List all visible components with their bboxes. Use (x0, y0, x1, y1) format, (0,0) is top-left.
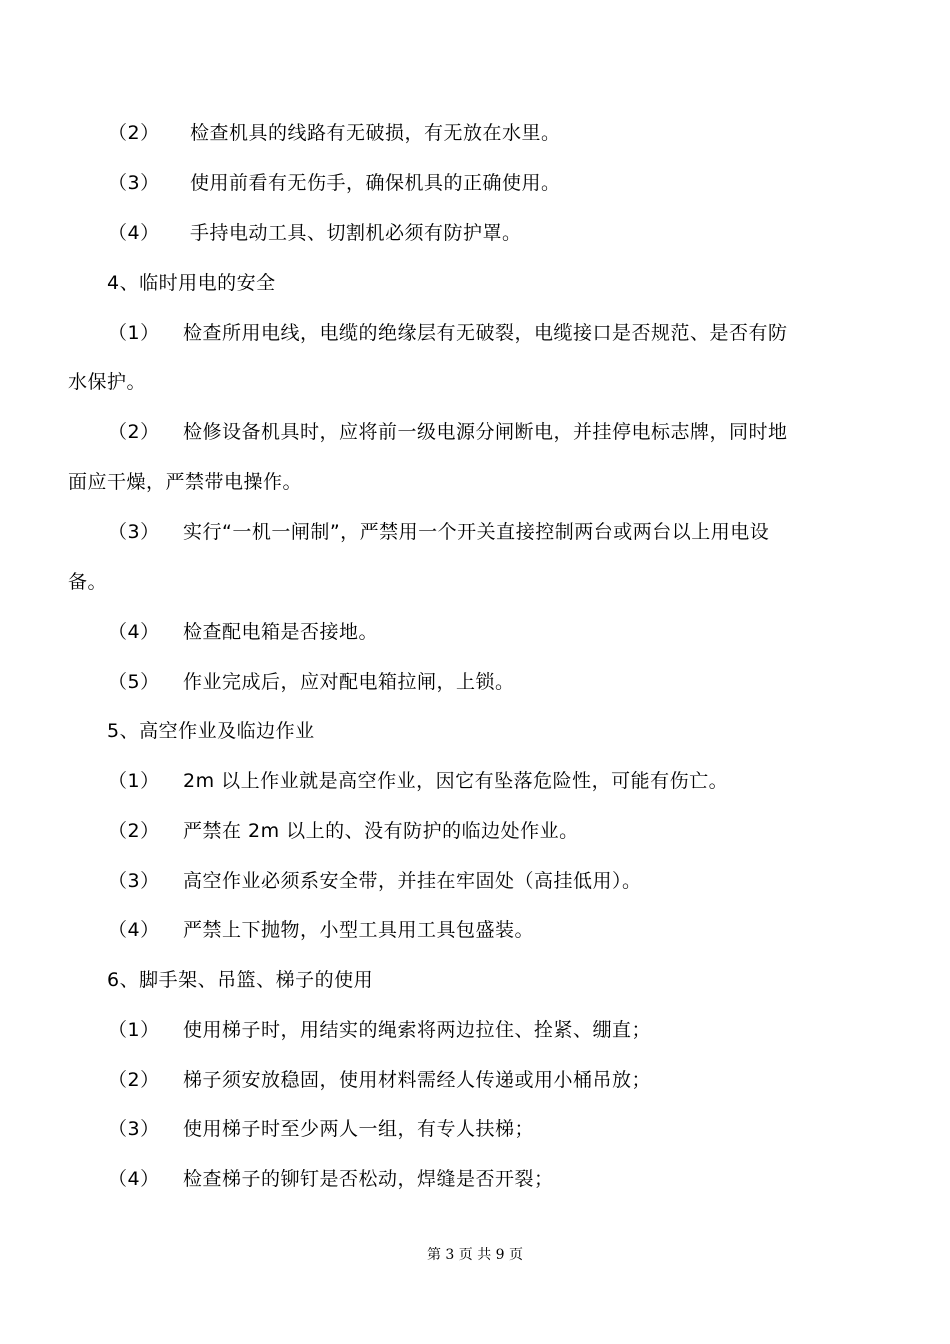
list-item (0, 118, 950, 148)
item-text: 面应干燥，严禁带电操作。 (68, 471, 303, 493)
list-item-continuation (0, 467, 950, 497)
item-text: 梯子须安放稳固，使用材料需经人传递或用小桶吊放； (183, 1069, 652, 1091)
item-text: 检查机具的线路有无破损，有无放在水里。 (190, 122, 561, 144)
item-number: （1） (108, 322, 160, 344)
list-item-continuation (0, 567, 950, 597)
list-item (0, 667, 950, 697)
page-footer: 第 3 页 共 9 页 (426, 1247, 524, 1263)
item-text: 2m 以上作业就是高空作业，因它有坠落危险性，可能有伤亡。 (183, 770, 729, 792)
section-heading (0, 965, 950, 995)
item-number: （4） (108, 621, 160, 643)
item-text: 使用前看有无伤手，确保机具的正确使用。 (190, 172, 561, 194)
item-number: （3） (108, 172, 160, 194)
item-number: （3） (108, 521, 160, 543)
item-text: 使用梯子时至少两人一组，有专人扶梯； (183, 1118, 535, 1140)
list-item (0, 318, 950, 348)
item-text: 高空作业必须系安全带，并挂在牢固处（高挂低用）。 (183, 870, 642, 892)
list-item (0, 1015, 950, 1045)
section-heading (0, 716, 950, 746)
item-number: （4） (108, 222, 160, 244)
item-number: （4） (108, 1168, 160, 1190)
item-number: （1） (108, 1019, 160, 1041)
item-text: 手持电动工具、切割机必须有防护罩。 (190, 222, 522, 244)
item-number: （5） (108, 671, 160, 693)
item-text: 严禁上下抛物，小型工具用工具包盛装。 (183, 919, 535, 941)
section-heading (0, 268, 950, 298)
section-heading-text: 6、脚手架、吊篮、梯子的使用 (107, 969, 374, 991)
item-text: 使用梯子时，用结实的绳索将两边拉住、拴紧、绷直； (183, 1019, 652, 1041)
item-text: 水保护。 (68, 371, 147, 393)
item-number: （2） (108, 1069, 160, 1091)
section-heading-text: 4、临时用电的安全 (107, 272, 276, 294)
list-item (0, 766, 950, 796)
item-number: （2） (108, 421, 160, 443)
list-item (0, 617, 950, 647)
item-number: （2） (108, 122, 160, 144)
item-number: （3） (108, 1118, 160, 1140)
list-item (0, 816, 950, 846)
list-item (0, 218, 950, 248)
item-text: 严禁在 2m 以上的、没有防护的临边处作业。 (183, 820, 579, 842)
list-item (0, 168, 950, 198)
item-text: 检查所用电线，电缆的绝缘层有无破裂，电缆接口是否规范、是否有防 (183, 322, 788, 344)
item-text: 备。 (68, 571, 108, 593)
item-text: 检查梯子的铆钉是否松动，焊缝是否开裂； (183, 1168, 554, 1190)
list-item-continuation (0, 367, 950, 397)
item-number: （4） (108, 919, 160, 941)
list-item (0, 866, 950, 896)
item-number: （1） (108, 770, 160, 792)
list-item (0, 1164, 950, 1194)
item-text: 作业完成后，应对配电箱拉闸，上锁。 (183, 671, 515, 693)
list-item (0, 1114, 950, 1144)
section-heading-text: 5、高空作业及临边作业 (107, 720, 315, 742)
list-item (0, 915, 950, 945)
item-number: （3） (108, 870, 160, 892)
item-text: 检查配电箱是否接地。 (183, 621, 379, 643)
list-item (0, 1065, 950, 1095)
list-item (0, 417, 950, 447)
list-item (0, 517, 950, 547)
item-text: 实行“一机一闸制”，严禁用一个开关直接控制两台或两台以上用电设 (183, 521, 770, 543)
item-number: （2） (108, 820, 160, 842)
item-text: 检修设备机具时，应将前一级电源分闸断电，并挂停电标志牌，同时地 (183, 421, 788, 443)
